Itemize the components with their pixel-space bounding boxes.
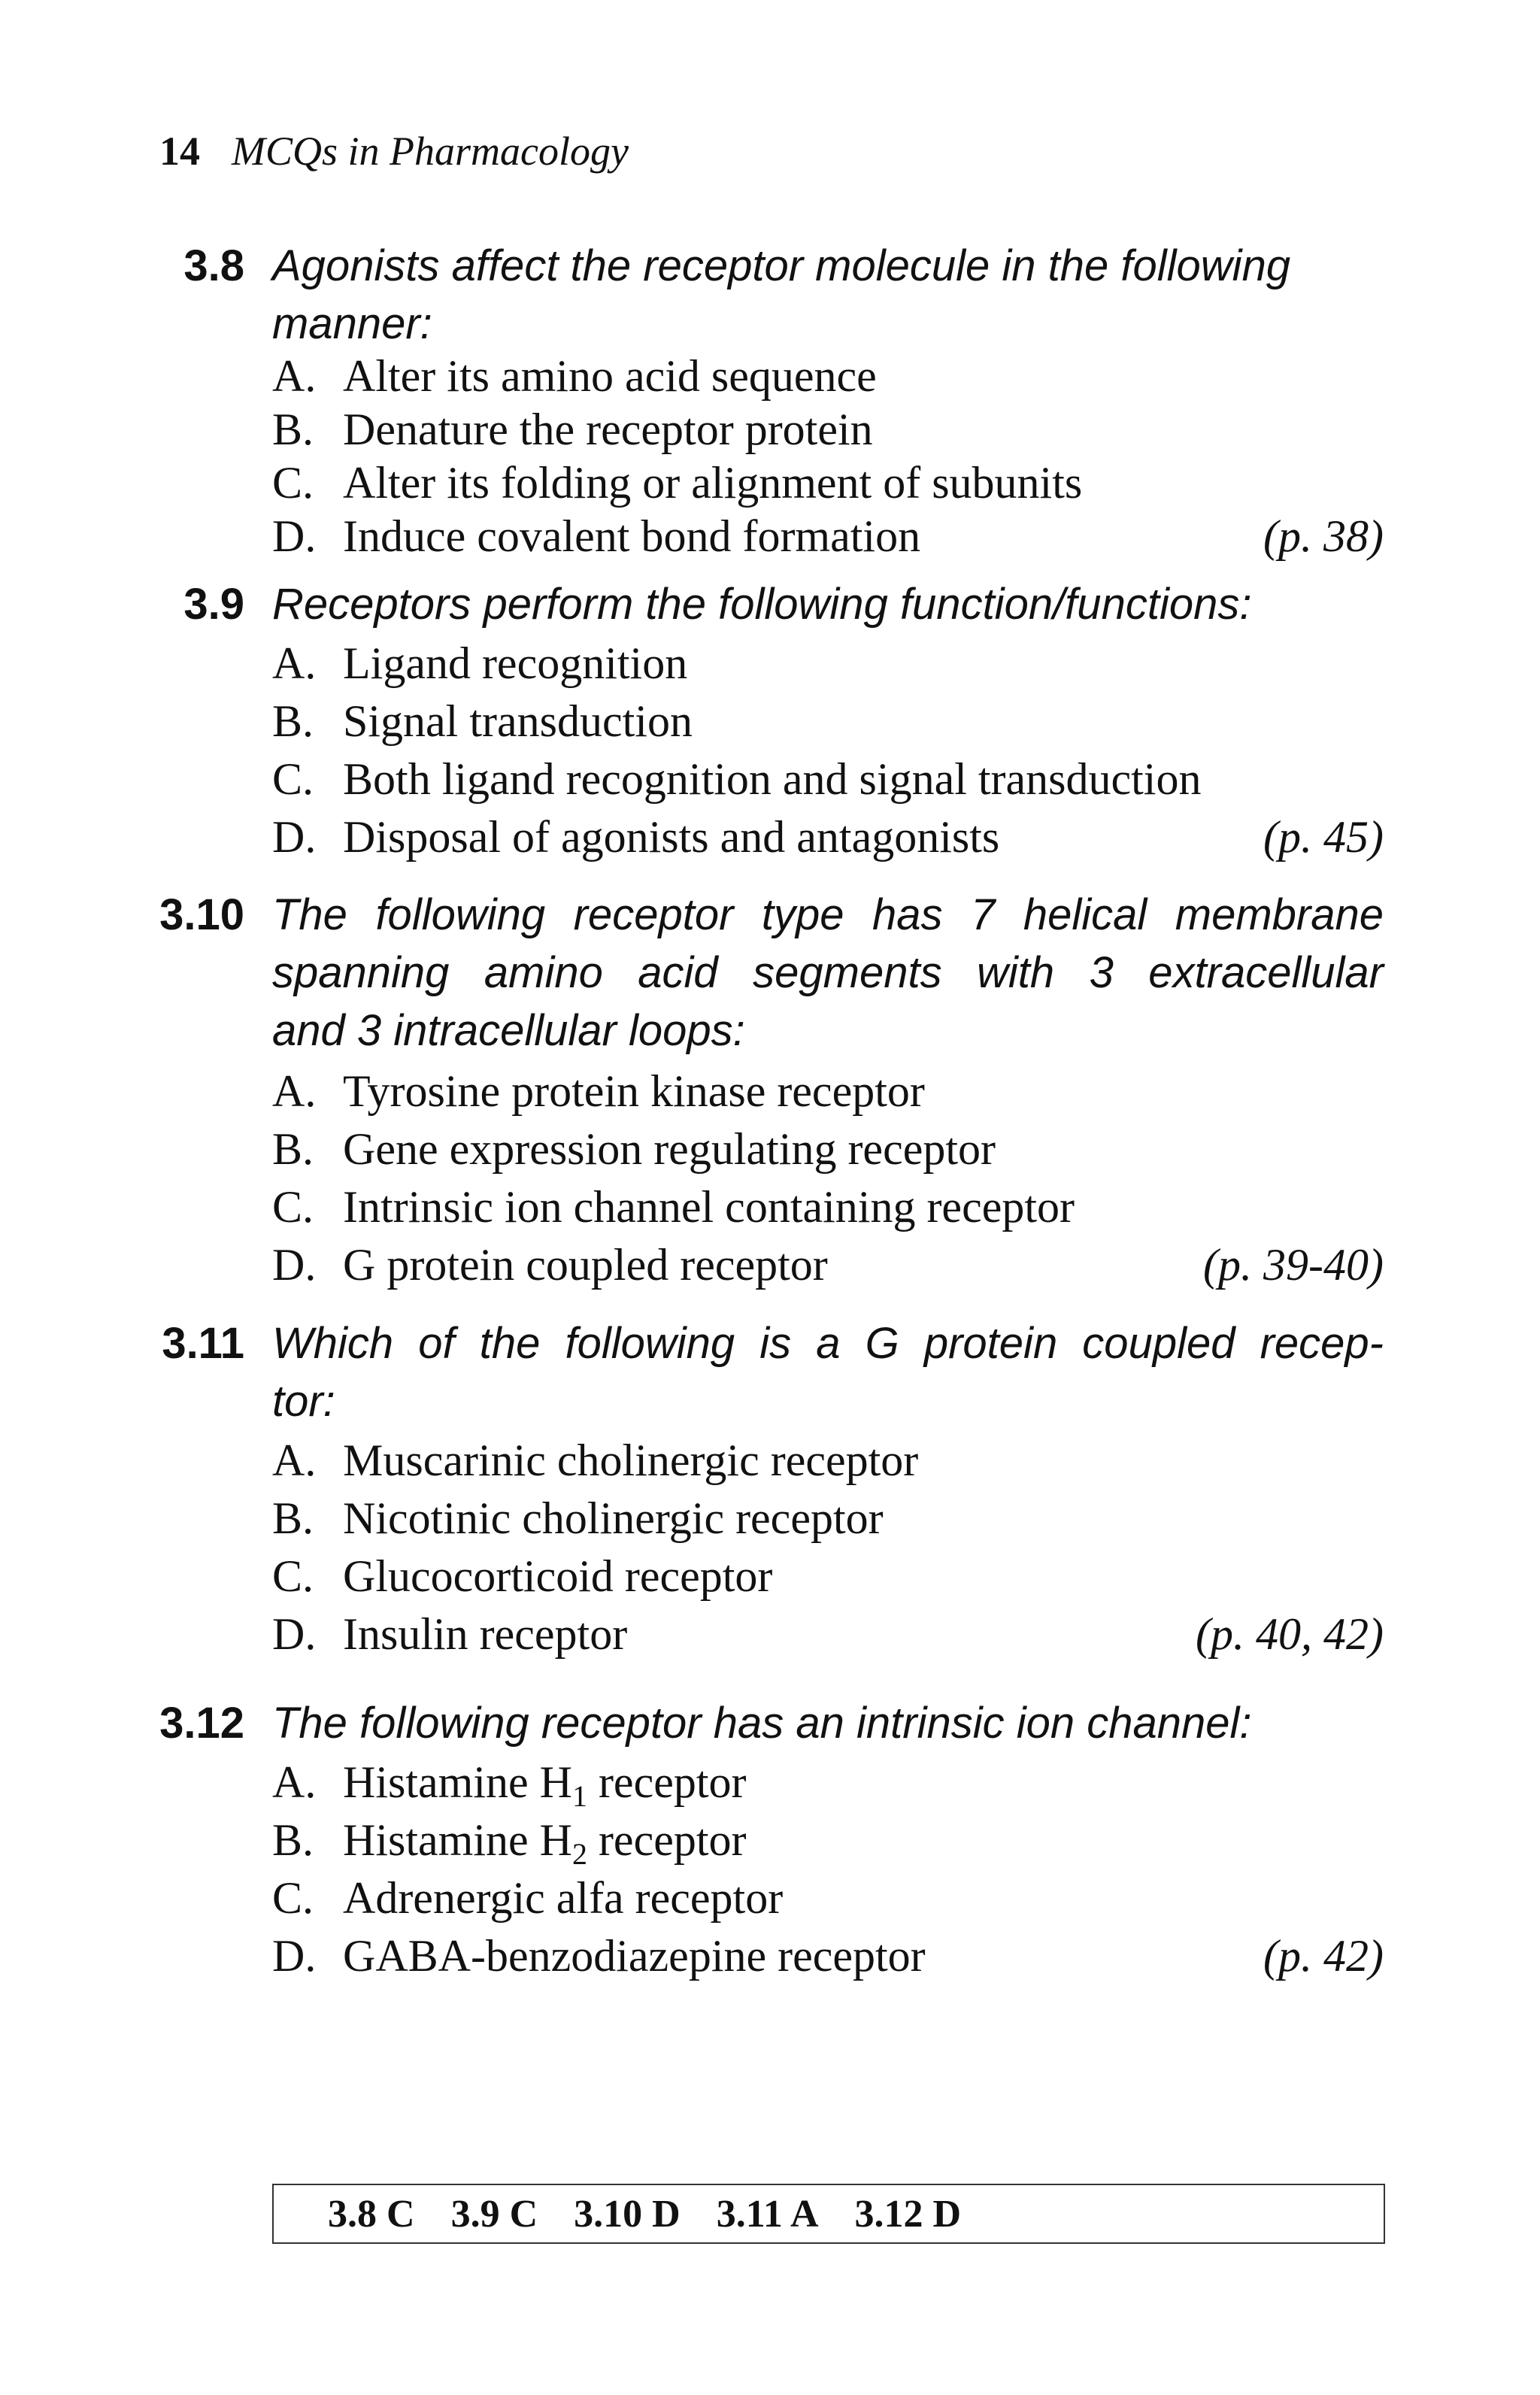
option-letter: C. bbox=[272, 754, 314, 804]
option-text: G protein coupled receptor bbox=[343, 1240, 828, 1290]
question-number: 3.10 bbox=[159, 890, 244, 939]
option-b bbox=[272, 1493, 1384, 1553]
answer-key-box bbox=[272, 2184, 1385, 2244]
stem-line: Which of the following is a G protein coupled recep- bbox=[272, 1319, 1384, 1368]
question-number: 3.9 bbox=[183, 580, 244, 629]
option-letter: C. bbox=[272, 1873, 314, 1923]
answer-item: 3.12 D bbox=[854, 2192, 962, 2236]
answer-item: 3.8 C bbox=[328, 2192, 415, 2236]
question-stem bbox=[272, 241, 1384, 360]
subscript: 1 bbox=[571, 1779, 587, 1813]
option-a bbox=[272, 1757, 1384, 1817]
option-letter: B. bbox=[272, 1815, 314, 1865]
option-c bbox=[272, 1875, 1384, 1933]
page-reference: (p. 42) bbox=[1263, 1931, 1384, 1981]
question-stem bbox=[272, 890, 1384, 1067]
option-text: Induce covalent bond formation bbox=[343, 511, 921, 561]
stem-line: tor: bbox=[272, 1377, 335, 1426]
option-letter: A. bbox=[272, 351, 317, 401]
option-c bbox=[272, 460, 1384, 517]
option-a bbox=[272, 1066, 1384, 1126]
option-letter: D. bbox=[272, 511, 317, 561]
page-number: 14 bbox=[159, 129, 200, 174]
option-b bbox=[272, 1817, 1384, 1875]
option-d bbox=[272, 511, 1384, 571]
question-stem bbox=[272, 580, 1384, 641]
option-text: receptor bbox=[587, 1815, 747, 1865]
option-text: Nicotinic cholinergic receptor bbox=[343, 1493, 884, 1543]
option-text: Both ligand recognition and signal transduction bbox=[343, 754, 1202, 804]
option-text: Histamine H bbox=[343, 1757, 572, 1807]
option-letter: A. bbox=[272, 1435, 317, 1485]
option-c bbox=[272, 1551, 1384, 1611]
option-b bbox=[272, 696, 1384, 756]
option-b bbox=[272, 407, 1384, 464]
option-text: Glucocorticoid receptor bbox=[343, 1551, 773, 1601]
option-letter: C. bbox=[272, 458, 314, 508]
stem-line: and 3 intracellular loops: bbox=[272, 1006, 745, 1055]
option-letter: D. bbox=[272, 1240, 317, 1290]
page-reference: (p. 38) bbox=[1263, 511, 1384, 561]
option-letter: C. bbox=[272, 1182, 314, 1232]
option-d bbox=[272, 1611, 1384, 1669]
stem-line: Agonists affect the receptor molecule in the following bbox=[272, 241, 1291, 290]
option-text: Muscarinic cholinergic receptor bbox=[343, 1435, 919, 1485]
option-c bbox=[272, 756, 1384, 814]
option-letter: D. bbox=[272, 1931, 317, 1981]
page-header bbox=[159, 128, 629, 188]
option-text: Histamine H bbox=[343, 1815, 572, 1865]
option-b bbox=[272, 1126, 1384, 1184]
option-letter: B. bbox=[272, 405, 314, 454]
question-stem bbox=[272, 1699, 1384, 1760]
option-text: Intrinsic ion channel containing receptor bbox=[343, 1182, 1075, 1232]
option-text: Alter its folding or alignment of subunits bbox=[343, 458, 1083, 508]
option-d bbox=[272, 1242, 1384, 1299]
option-text: Adrenergic alfa receptor bbox=[343, 1873, 784, 1923]
stem-line: The following receptor type has 7 helical membrane bbox=[272, 890, 1384, 939]
option-text: Signal transduction bbox=[343, 696, 693, 746]
option-letter: D. bbox=[272, 1609, 317, 1659]
option-letter: B. bbox=[272, 696, 314, 746]
option-text: Gene expression regulating receptor bbox=[343, 1124, 996, 1174]
option-letter: A. bbox=[272, 638, 317, 688]
option-letter: B. bbox=[272, 1493, 314, 1543]
question-number: 3.8 bbox=[183, 241, 244, 290]
option-letter: C. bbox=[272, 1551, 314, 1601]
answer-item: 3.9 C bbox=[450, 2192, 538, 2236]
option-c bbox=[272, 1184, 1384, 1241]
option-letter: D. bbox=[272, 812, 317, 862]
page-reference: (p. 45) bbox=[1263, 812, 1384, 862]
option-text: receptor bbox=[587, 1757, 747, 1807]
question-number: 3.11 bbox=[162, 1319, 244, 1368]
option-text: Alter its amino acid sequence bbox=[343, 351, 877, 401]
option-d bbox=[272, 814, 1384, 872]
running-title: MCQs in Pharmacology bbox=[232, 129, 629, 174]
option-letter: B. bbox=[272, 1124, 314, 1174]
option-text: GABA-benzodiazepine receptor bbox=[343, 1931, 926, 1981]
option-text: Insulin receptor bbox=[343, 1609, 628, 1659]
option-text: Ligand recognition bbox=[343, 638, 688, 688]
page-reference: (p. 39-40) bbox=[1203, 1240, 1384, 1290]
option-letter: A. bbox=[272, 1757, 317, 1807]
answer-item: 3.10 D bbox=[574, 2192, 681, 2236]
option-text: Tyrosine protein kinase receptor bbox=[343, 1066, 925, 1116]
option-d bbox=[272, 1933, 1384, 1990]
option-letter: A. bbox=[272, 1066, 317, 1116]
question-stem bbox=[272, 1319, 1384, 1438]
option-a bbox=[272, 353, 1384, 411]
stem-line: Receptors perform the following function/functions: bbox=[272, 580, 1252, 629]
subscript: 2 bbox=[571, 1837, 587, 1871]
page-reference: (p. 40, 42) bbox=[1196, 1609, 1384, 1659]
question-number: 3.12 bbox=[159, 1699, 244, 1748]
stem-line: spanning amino acid segments with 3 extracellular bbox=[272, 948, 1384, 997]
stem-line: The following receptor has an intrinsic ion channel: bbox=[272, 1699, 1252, 1748]
answer-item: 3.11 A bbox=[716, 2192, 819, 2236]
option-a bbox=[272, 638, 1384, 698]
stem-line: manner: bbox=[272, 299, 432, 348]
option-text: Denature the receptor protein bbox=[343, 405, 873, 454]
option-a bbox=[272, 1435, 1384, 1495]
option-text: Disposal of agonists and antagonists bbox=[343, 812, 1000, 862]
